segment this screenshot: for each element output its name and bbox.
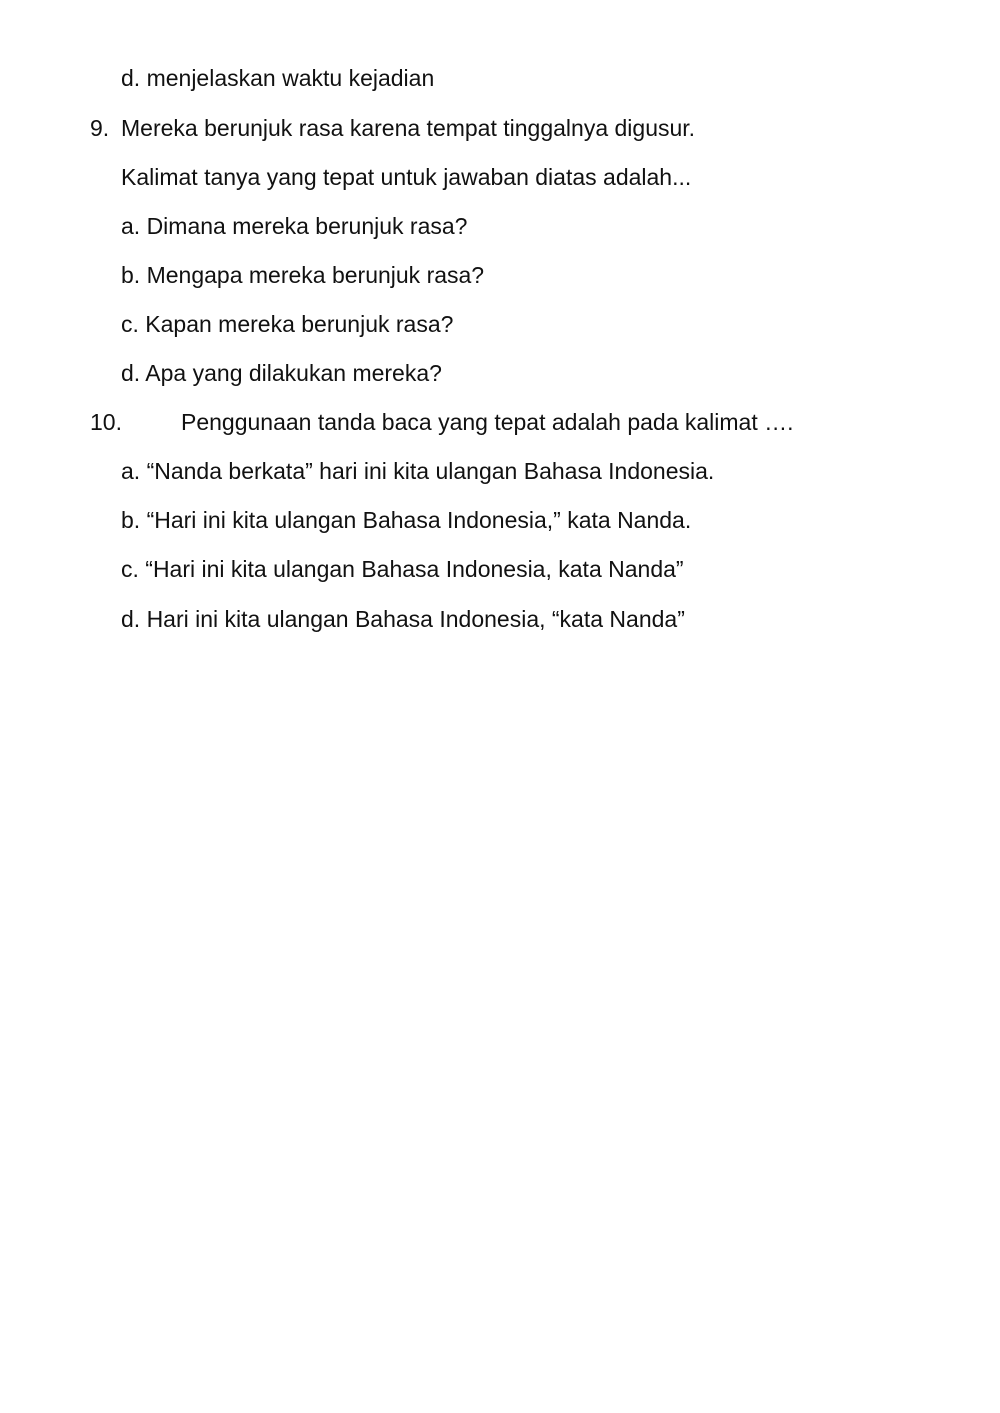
q10-option-d: d. Hari ini kita ulangan Bahasa Indonesia, “kata Nanda” [121, 606, 685, 632]
q10-number: 10. [90, 409, 122, 435]
q10-question: Penggunaan tanda baca yang tepat adalah pada kalimat …. [181, 409, 794, 435]
q9-option-b: b. Mengapa mereka berunjuk rasa? [121, 262, 485, 288]
q9-option-a: a. Dimana mereka berunjuk rasa? [121, 213, 468, 239]
q10-option-b: b. “Hari ini kita ulangan Bahasa Indonesia,” kata Nanda. [121, 507, 692, 533]
q9-option-c: c. Kapan mereka berunjuk rasa? [121, 311, 454, 337]
q8-option-d: d. menjelaskan waktu kejadian [121, 65, 435, 91]
q9-statement: Mereka berunjuk rasa karena tempat tinggalnya digusur. [121, 115, 696, 141]
q10-option-c: c. “Hari ini kita ulangan Bahasa Indonesia, kata Nanda” [121, 556, 684, 582]
q10-option-a: a. “Nanda berkata” hari ini kita ulangan Bahasa Indonesia. [121, 458, 715, 484]
q9-number: 9. [90, 115, 110, 141]
q9-option-d: d. Apa yang dilakukan mereka? [121, 360, 442, 386]
q9-prompt: Kalimat tanya yang tepat untuk jawaban diatas adalah... [121, 164, 692, 190]
